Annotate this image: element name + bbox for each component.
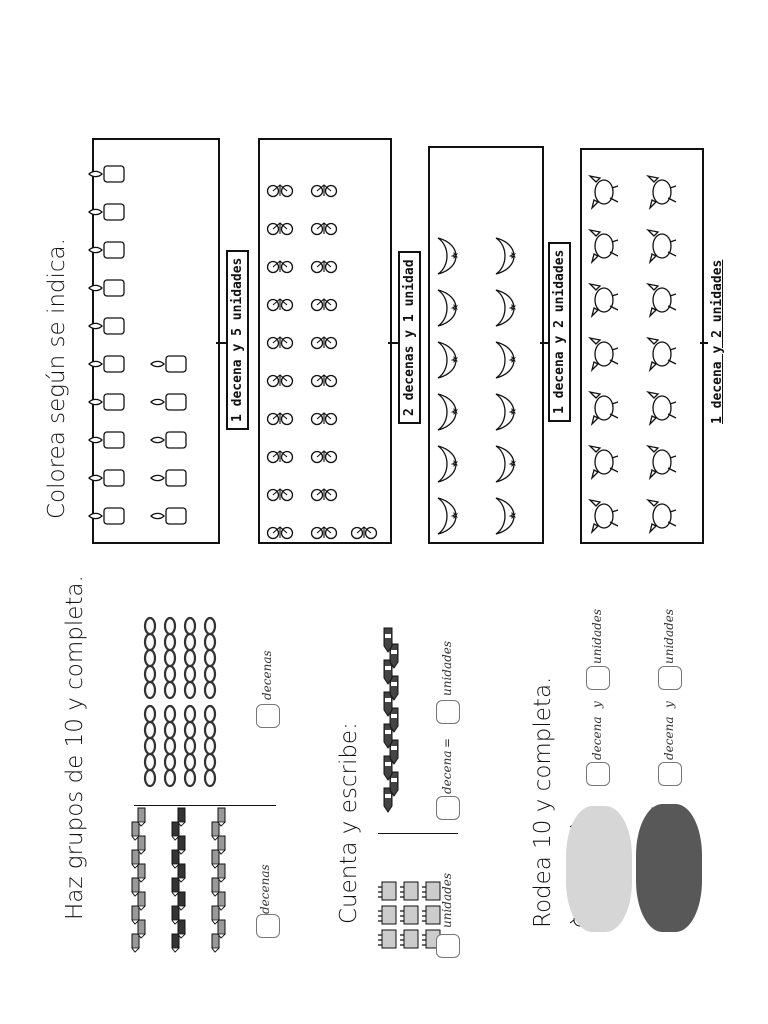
moon-box-label: 1 decena y 2 unidades bbox=[548, 242, 571, 422]
ring-icon bbox=[205, 722, 215, 738]
apple-label-2: unidades bbox=[590, 608, 604, 664]
bicycle-icon bbox=[312, 489, 337, 501]
moon-icon-group bbox=[438, 238, 515, 534]
pencil-icon bbox=[172, 822, 179, 840]
ring-icon bbox=[145, 754, 155, 770]
pencil-icon bbox=[218, 892, 225, 910]
pencil-label-1: decena bbox=[662, 716, 676, 760]
pencil-icon bbox=[218, 920, 225, 938]
ring-icon bbox=[165, 722, 175, 738]
candle-icon bbox=[89, 280, 124, 296]
bird-icon bbox=[648, 176, 676, 208]
pencil-icon bbox=[138, 808, 145, 826]
pencil-icon bbox=[172, 878, 179, 896]
bicycle-box-label: 2 decenas y 1 unidad bbox=[398, 251, 421, 424]
ring-icon bbox=[185, 682, 195, 698]
ring-icon bbox=[185, 770, 195, 786]
bird-icon bbox=[648, 230, 676, 262]
pencil-icon bbox=[212, 822, 219, 840]
bird-icon bbox=[590, 446, 618, 478]
ring-icon bbox=[205, 682, 215, 698]
ring-icon bbox=[165, 770, 175, 786]
crayon-box-icon bbox=[400, 882, 418, 900]
pencil-connector: y bbox=[662, 701, 676, 708]
candle-icon-group bbox=[89, 166, 186, 524]
pencil-icon bbox=[218, 864, 225, 882]
bird-icon bbox=[648, 446, 676, 478]
ring-icon bbox=[145, 650, 155, 666]
bicycle-icon bbox=[268, 337, 293, 349]
pencil-icon bbox=[132, 906, 139, 924]
bird-box-label: 1 decena y 2 unidades bbox=[708, 254, 727, 430]
bicycle-icon bbox=[312, 527, 337, 539]
pencil-icon bbox=[178, 808, 185, 826]
moon-icon bbox=[438, 446, 457, 482]
pencil-label-2: unidades bbox=[662, 608, 676, 664]
candle-icon bbox=[151, 470, 186, 486]
crayon-box-icon bbox=[400, 906, 418, 924]
bird-icon bbox=[648, 500, 676, 532]
candle-box-label: 1 decena y 5 unidades bbox=[226, 250, 249, 430]
bird-icon bbox=[648, 338, 676, 370]
bicycle-icon bbox=[268, 489, 293, 501]
pencil-icon bbox=[132, 850, 139, 868]
ring-icon bbox=[185, 650, 195, 666]
bicycle-icon bbox=[268, 527, 293, 539]
candle-icon bbox=[151, 356, 186, 372]
bird-icon bbox=[590, 176, 618, 208]
groups-left-answer[interactable] bbox=[256, 914, 280, 938]
pencil-icon bbox=[218, 808, 225, 826]
pencil-icon bbox=[212, 906, 219, 924]
pencil-icon bbox=[212, 934, 219, 952]
count-left-answer[interactable] bbox=[436, 934, 460, 958]
pencil-icon bbox=[132, 822, 139, 840]
pencil-icon bbox=[138, 892, 145, 910]
moon-icon bbox=[496, 290, 515, 326]
moon-icon bbox=[438, 238, 457, 274]
ring-icon bbox=[205, 706, 215, 722]
ring-icon bbox=[165, 650, 175, 666]
moon-icon bbox=[496, 238, 515, 274]
ring-icon bbox=[165, 754, 175, 770]
candle-icon bbox=[89, 508, 124, 524]
bird-icon bbox=[590, 500, 618, 532]
ring-icon bbox=[205, 770, 215, 786]
groups-title: Haz grupos de 10 y completa. bbox=[62, 575, 88, 920]
ring-icon bbox=[165, 738, 175, 754]
bird-icon bbox=[590, 230, 618, 262]
apple-cloud bbox=[566, 806, 632, 932]
ring-icon bbox=[145, 738, 155, 754]
crayon-box-icon bbox=[378, 930, 396, 948]
pen-icon bbox=[384, 628, 392, 652]
ring-icon bbox=[145, 770, 155, 786]
bicycle-icon bbox=[312, 451, 337, 463]
bird-icon bbox=[648, 392, 676, 424]
pencil-icon bbox=[178, 892, 185, 910]
ring-icon bbox=[205, 754, 215, 770]
pencil-icon bbox=[132, 934, 139, 952]
bird-icon bbox=[590, 284, 618, 316]
apple-answer-2[interactable] bbox=[586, 666, 610, 690]
pencil-icon bbox=[138, 836, 145, 854]
bicycle-icon bbox=[312, 261, 337, 273]
pencil-icon bbox=[132, 878, 139, 896]
pencil-answer-2[interactable] bbox=[658, 666, 682, 690]
pencil-icon bbox=[138, 864, 145, 882]
crayon-box-icon bbox=[422, 906, 440, 924]
ring-icon bbox=[185, 738, 195, 754]
count-title: Cuenta y escribe: bbox=[336, 722, 362, 924]
ring-icon bbox=[185, 722, 195, 738]
bicycle-icon bbox=[268, 299, 293, 311]
ring-icon bbox=[165, 682, 175, 698]
bicycle-icon bbox=[268, 223, 293, 235]
ring-icon bbox=[185, 666, 195, 682]
count-right-label-2: unidades bbox=[440, 640, 454, 696]
groups-left-label: decenas bbox=[258, 864, 272, 914]
ring-icon bbox=[145, 682, 155, 698]
count-right-answer-2[interactable] bbox=[436, 700, 460, 724]
ring-icon bbox=[205, 618, 215, 634]
bird-icon bbox=[590, 392, 618, 424]
bicycle-icon bbox=[312, 337, 337, 349]
apple-label-1: decena bbox=[590, 716, 604, 760]
pencil-icon bbox=[172, 850, 179, 868]
ring-icon bbox=[145, 618, 155, 634]
moon-icon bbox=[438, 342, 457, 378]
candle-icon bbox=[89, 204, 124, 220]
ring-icon bbox=[205, 738, 215, 754]
ring-icon bbox=[165, 618, 175, 634]
count-equals: = bbox=[440, 737, 454, 748]
moon-icon bbox=[496, 342, 515, 378]
bicycle-icon-group bbox=[268, 185, 377, 539]
ring-icon bbox=[205, 666, 215, 682]
bicycle-icon bbox=[352, 527, 377, 539]
pencil-icon bbox=[212, 850, 219, 868]
count-right-answer-1[interactable] bbox=[436, 796, 460, 820]
main-title: Colorea según se indica. bbox=[44, 238, 70, 519]
candle-icon bbox=[89, 318, 124, 334]
pencil-icon bbox=[178, 920, 185, 938]
bicycle-icon bbox=[312, 299, 337, 311]
bicycle-icon bbox=[268, 413, 293, 425]
moon-icon bbox=[438, 290, 457, 326]
bird-icon-group bbox=[590, 176, 676, 532]
bird-icon bbox=[648, 284, 676, 316]
pencil-icon bbox=[218, 836, 225, 854]
moon-icon bbox=[496, 498, 515, 534]
groups-right-label: decenas bbox=[260, 650, 274, 700]
ring-icon bbox=[185, 634, 195, 650]
ring-icon bbox=[185, 754, 195, 770]
moon-icon bbox=[438, 498, 457, 534]
pencil-icon bbox=[178, 836, 185, 854]
crayon-box-icon bbox=[400, 930, 418, 948]
ring-icon bbox=[185, 706, 195, 722]
crayon-box-icon bbox=[378, 882, 396, 900]
ring-icon bbox=[145, 666, 155, 682]
ring-icon bbox=[145, 634, 155, 650]
candle-icon bbox=[89, 432, 124, 448]
pencil-cloud bbox=[636, 804, 702, 932]
bird-icon bbox=[590, 338, 618, 370]
candle-icon bbox=[151, 508, 186, 524]
pencil-icon bbox=[212, 878, 219, 896]
groups-right-answer[interactable] bbox=[256, 704, 280, 728]
pencil-icon bbox=[138, 920, 145, 938]
bicycle-icon bbox=[312, 413, 337, 425]
moon-icon bbox=[496, 446, 515, 482]
bicycle-icon bbox=[312, 185, 337, 197]
pencil-answer-1[interactable] bbox=[658, 762, 682, 786]
bicycle-icon bbox=[268, 451, 293, 463]
bicycle-icon bbox=[312, 223, 337, 235]
pencil-icon bbox=[172, 906, 179, 924]
ring-icon bbox=[145, 706, 155, 722]
ring-icon bbox=[205, 650, 215, 666]
ring-icon bbox=[165, 706, 175, 722]
bicycle-icon bbox=[312, 375, 337, 387]
bicycle-icon bbox=[268, 261, 293, 273]
moon-icon bbox=[438, 394, 457, 430]
crayon-box-icon bbox=[378, 906, 396, 924]
count-divider bbox=[378, 833, 458, 834]
candle-icon bbox=[89, 242, 124, 258]
count-right-label-1: decena bbox=[440, 750, 454, 794]
candle-icon bbox=[89, 166, 124, 182]
candle-icon bbox=[89, 356, 124, 372]
pencil-icon bbox=[172, 934, 179, 952]
pencil-icon bbox=[178, 864, 185, 882]
ring-icon bbox=[165, 634, 175, 650]
ring-icon bbox=[205, 634, 215, 650]
ring-icon bbox=[145, 722, 155, 738]
bicycle-icon bbox=[268, 375, 293, 387]
bicycle-icon bbox=[268, 185, 293, 197]
apple-connector: y bbox=[590, 701, 604, 708]
ring-icon bbox=[165, 666, 175, 682]
ring-icon bbox=[185, 618, 195, 634]
circle-title: Rodea 10 y completa. bbox=[530, 676, 556, 928]
moon-icon bbox=[496, 394, 515, 430]
apple-answer-1[interactable] bbox=[586, 762, 610, 786]
groups-divider bbox=[134, 805, 276, 806]
candle-icon bbox=[89, 470, 124, 486]
candle-icon bbox=[89, 394, 124, 410]
candle-icon bbox=[151, 394, 186, 410]
candle-icon bbox=[151, 432, 186, 448]
crayon-box-icon bbox=[422, 882, 440, 900]
count-left-label: unidades bbox=[440, 872, 454, 928]
